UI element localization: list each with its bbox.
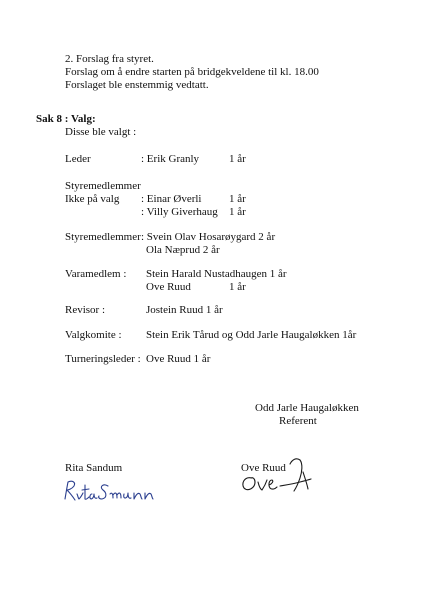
leder-name: : Erik Granly [141,153,200,165]
member-name: : Villy Giverhaug [141,206,218,218]
leder-term: 1 år [229,153,246,165]
varamedlem-label: Varamedlem : [65,268,127,280]
styremedlem-1: : Svein Olav Hosarøygard 2 år [141,231,276,243]
referent-name: Odd Jarle Haugaløkken [255,402,359,414]
ikke-pa-valg-label: Ikke på valg [65,193,120,205]
section-intro: Disse ble valgt : [65,126,137,138]
styremedlemmer-label-2: Styremedlemmer [65,231,141,243]
varamedlem-1: Stein Harald Nustadhaugen 1 år [146,268,287,280]
styremedlemmer-label: Styremedlemmer [65,180,141,192]
valgkomite-label: Valgkomite : [65,329,122,341]
item-2-proposal: Forslag om å endre starten på bridgekveldene til kl. 18.00 [65,66,319,78]
leder-label: Leder [65,153,91,165]
varamedlem-2-term: 1 år [229,281,246,293]
handwritten-signature-right [238,452,318,497]
turneringsleder-value: Ove Ruud 1 år [146,353,211,365]
turneringsleder-label: Turneringsleder : [65,353,141,365]
revisor-label: Revisor : [65,304,106,316]
styremedlem-2: Ola Næprud 2 år [146,244,220,256]
section-heading-sak8: Sak 8 : Valg: [36,113,96,125]
signatory-left-name: Rita Sandum [65,462,123,474]
revisor-value: Jostein Ruud 1 år [146,304,223,316]
item-2-result: Forslaget ble enstemmig vedtatt. [65,79,209,91]
valgkomite-value: Stein Erik Tårud og Odd Jarle Haugaløkken 1år [146,329,357,341]
handwritten-signature-left [62,477,162,507]
signatory-right-name: Ove Ruud [241,462,286,474]
member-name: : Einar Øverli [141,193,202,205]
referent-title: Referent [279,415,317,427]
item-2-title: 2. Forslag fra styret. [65,53,154,65]
member-term: 1 år [229,193,246,205]
varamedlem-2-name: Ove Ruud [146,281,191,293]
member-term: 1 år [229,206,246,218]
